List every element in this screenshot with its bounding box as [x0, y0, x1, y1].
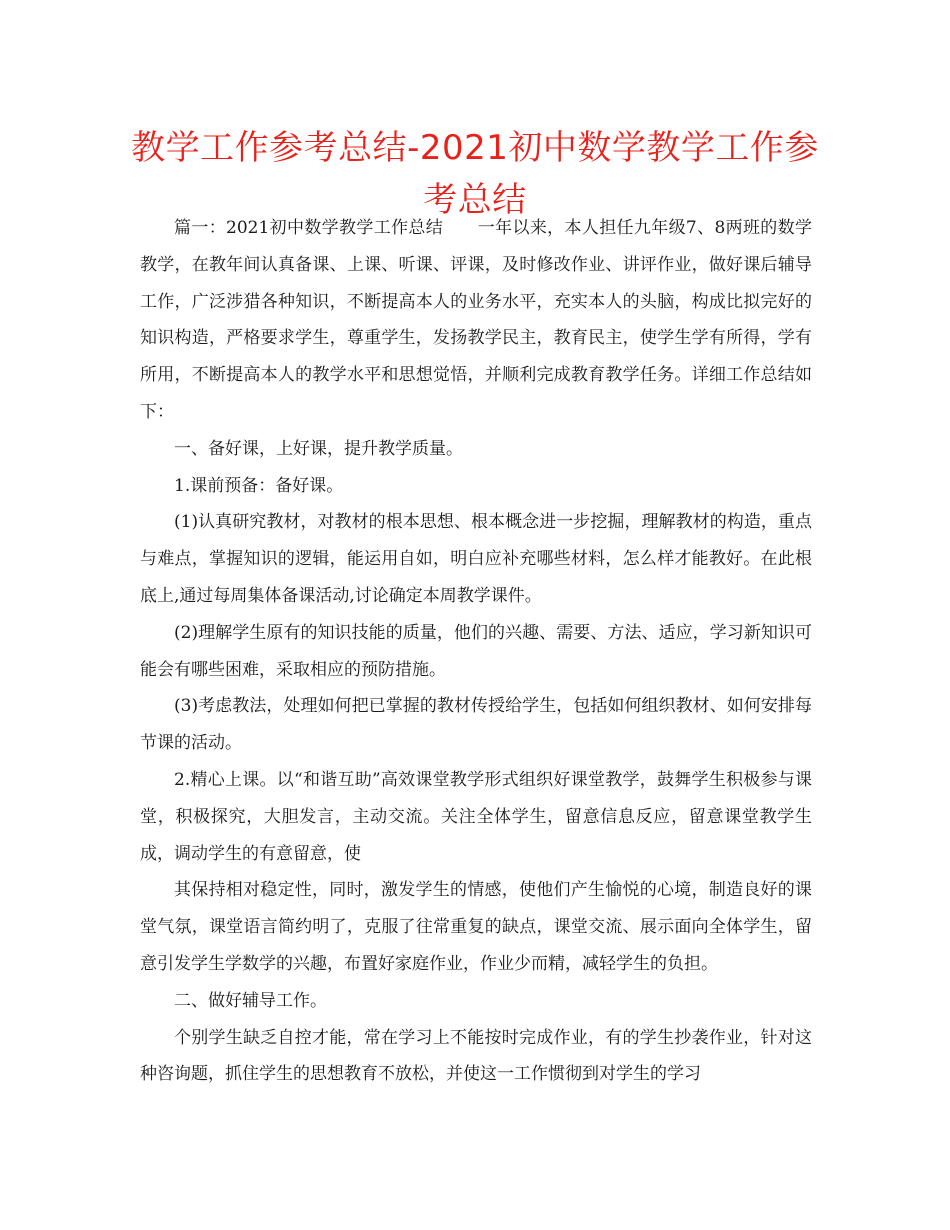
paragraph: 个别学生缺乏自控才能，常在学习上不能按时完成作业，有的学生抄袭作业，针对这种咨询题，抓住学生的思想教育不放松，并使这一工作惯彻到对学生的学习	[140, 1027, 812, 1085]
paragraph: 其保持相对稳定性，同时，激发学生的情感，使他们产生愉悦的心境，制造良好的课堂气氛，课堂语言简约明了，克服了往常重复的缺点，课堂交流、展示面向全体学生，留意引发学生学数学的兴趣，布置好家庭作业，作业少而精，减轻学生的负担。	[140, 880, 812, 974]
subsection-heading: 1.课前预备：备好课。	[174, 475, 344, 496]
document-title: 教学工作参考总结-2021初中数学教学工作参考总结	[131, 128, 819, 220]
section-heading: 二、做好辅导工作。	[174, 990, 327, 1011]
paragraph: (3)考虑教法，处理如何把已掌握的教材传授给学生，包括如何组织教材、如何安排每节课的活动。	[140, 696, 812, 754]
document-body	[140, 210, 812, 1093]
paragraph: 篇一：2021初中数学教学工作总结 一年以来，本人担任九年级7、8两班的数学教学，在教年间认真备课、上课、听课、评课，及时修改作业、讲评作业，做好课后辅导工作，广泛涉猎各种知识，不断提高本人的业务水平，充实本人的头脑，构成比拟完好的知识构造，严格要求学生，尊重学生，发扬教学民主，教育民主，使学生学有所得，学有所用，不断提高本人的教学水平和思想觉悟，并顺利完成教育教学任务。详细工作总结如下：	[140, 218, 812, 422]
section-heading: 一、备好课，上好课，提升教学质量。	[174, 438, 463, 459]
paragraph: 2.精心上课。以“和谐互助”高效课堂教学形式组织好课堂教学，鼓舞学生积极参与课堂，积极探究，大胆发言，主动交流。关注全体学生，留意信息反应，留意课堂教学生成，调动学生的有意留意，使	[140, 769, 812, 864]
paragraph: (2)理解学生原有的知识技能的质量，他们的兴趣、需要、方法、适应，学习新知识可能会有哪些困难，采取相应的预防措施。	[140, 622, 812, 680]
paragraph: (1)认真研究教材，对教材的根本思想、根本概念进一步挖掘，理解教材的构造，重点与难点，掌握知识的逻辑，能运用自如，明白应补充哪些材料，怎么样才能教好。在此根底上,通过每周集体备课活动,讨论确定本周教学课件。	[140, 512, 812, 606]
